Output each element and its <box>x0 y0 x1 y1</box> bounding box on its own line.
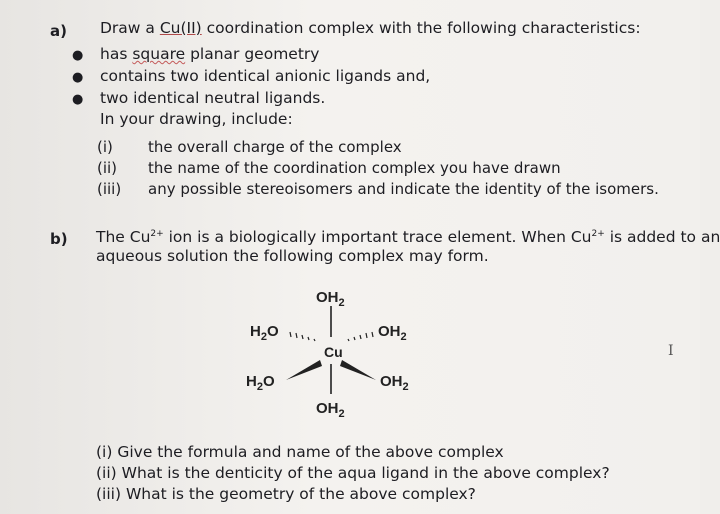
ligand-lower-left: $H_2O$ <box>246 373 275 393</box>
part-b-question-2: (ii) What is the denticity of the aqua ligand in the above complex? <box>96 464 610 482</box>
part-b-line-1 <box>96 228 720 246</box>
ligand-upper-left: $H_2O$ <box>250 323 279 343</box>
bond-hashed-upper-left <box>290 332 315 341</box>
part-b-line-2: aqueous solution the following complex may form. <box>96 247 489 265</box>
bullet-dot-icon: ● <box>72 48 84 63</box>
ligand-lower-right: $OH_2$ <box>380 373 409 393</box>
line1-sup2: 2+ <box>591 229 605 239</box>
question-suffix: coordination complex with the following characteristics: <box>201 19 641 37</box>
part-a-question <box>100 19 641 37</box>
bond-wedge-lower-right <box>340 360 376 380</box>
ligand-top: $OH_2$ <box>316 289 345 309</box>
text-cursor-icon: I <box>668 343 674 359</box>
bullet-dot-icon: ● <box>72 92 84 107</box>
line1-pre: The Cu <box>96 228 151 246</box>
question-cu: Cu(II) <box>159 19 202 37</box>
line1-post: is added to an <box>604 228 720 246</box>
part-b-question-3: (iii) What is the geometry of the above complex? <box>96 485 476 503</box>
bullet-item-2: contains two identical anionic ligands and, <box>100 67 431 85</box>
part-b-question-1: (i) Give the formula and name of the above complex <box>96 443 504 461</box>
bullet-item-3: two identical neutral ligands. <box>100 89 326 107</box>
bullet-1-post: planar geometry <box>185 45 320 63</box>
bullet-dot-icon: ● <box>72 70 84 85</box>
subitem-num-1: (i) <box>97 138 113 156</box>
subitem-text-3: any possible stereoisomers and indicate the identity of the isomers. <box>148 180 659 198</box>
bullet-1-square: square <box>132 45 186 63</box>
bond-hashed-upper-right <box>348 332 373 341</box>
line1-sup: 2+ <box>150 229 164 239</box>
subitem-num-3: (iii) <box>97 180 122 198</box>
subitem-text-1: the overall charge of the complex <box>148 138 402 156</box>
bullet-item-1 <box>100 45 319 63</box>
octahedral-complex-diagram <box>220 280 460 420</box>
central-atom: Cu <box>324 344 343 360</box>
include-line: In your drawing, include: <box>100 110 293 128</box>
part-a-label: a) <box>50 22 67 40</box>
subitem-num-2: (ii) <box>97 159 118 177</box>
subitem-text-2: the name of the coordination complex you have drawn <box>148 159 561 177</box>
bond-wedge-lower-left <box>286 360 322 380</box>
ligand-upper-right: $OH_2$ <box>378 323 407 343</box>
part-b-label: b) <box>50 230 68 248</box>
question-prefix: Draw a <box>100 19 160 37</box>
line1-mid: ion is a biologically important trace element. When Cu <box>163 228 592 246</box>
bullet-1-pre: has <box>100 45 133 63</box>
ligand-bottom: $OH_2$ <box>316 400 345 420</box>
